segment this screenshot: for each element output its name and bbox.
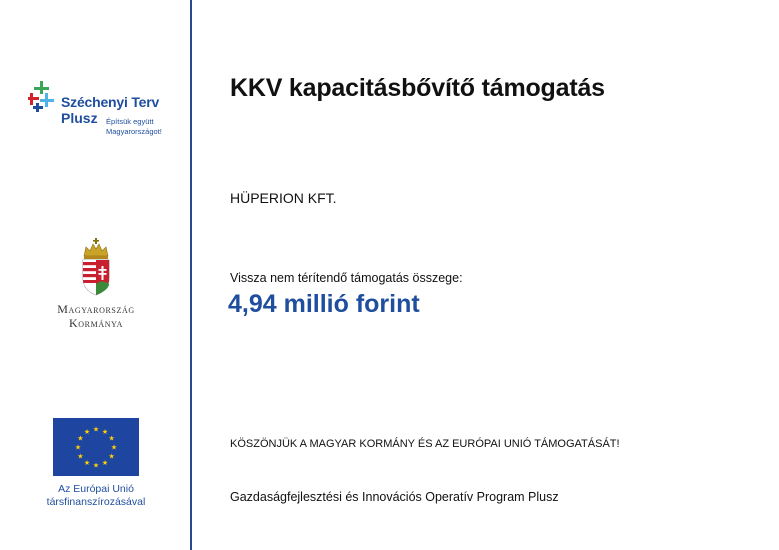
company-name: HÜPERION KFT.	[230, 190, 337, 206]
szechenyi-name: Széchenyi Terv	[61, 94, 160, 110]
amount-value: 4,94 millió forint	[228, 290, 420, 318]
government-line-1: Magyarország	[57, 302, 135, 316]
program-name: Gazdaságfejlesztési és Innovációs Operatív Program Plusz	[230, 490, 559, 504]
eu-star-icon: ★	[101, 427, 109, 436]
szechenyi-slogan	[106, 117, 162, 137]
logo-sidebar	[0, 0, 192, 550]
eu-star-icon: ★	[110, 443, 118, 452]
main-panel	[194, 0, 779, 550]
eu-star-icon: ★	[101, 459, 109, 468]
szechenyi-plus: Plusz	[61, 110, 98, 126]
page-title: KKV kapacitásbővítő támogatás	[230, 74, 605, 102]
eu-star-icon: ★	[92, 461, 100, 470]
government-logo	[0, 238, 192, 330]
slogan-line-2: Magyarországot!	[106, 127, 162, 136]
eu-line-2: társfinanszírozásával	[46, 496, 146, 508]
amount-label: Vissza nem térítendő támogatás összege:	[230, 271, 463, 285]
government-line-2: Kormánya	[69, 316, 123, 330]
eu-star-icon: ★	[108, 434, 115, 443]
eu-star-icon: ★	[83, 459, 91, 468]
hungarian-coat-of-arms-icon	[80, 238, 112, 296]
eu-star-icon: ★	[74, 443, 82, 452]
eu-star-icon: ★	[83, 427, 91, 436]
eu-star-icon: ★	[77, 434, 84, 443]
eu-flag-icon	[53, 418, 139, 476]
eu-logo	[0, 418, 192, 509]
eu-star-icon: ★	[108, 452, 115, 461]
thanks-text: KÖSZÖNJÜK A MAGYAR KORMÁNY ÉS AZ EURÓPAI UNIÓ TÁMOGATÁSÁT!	[230, 438, 620, 450]
eu-star-icon: ★	[77, 452, 84, 461]
szechenyi-terv-logo	[28, 79, 188, 141]
szechenyi-cross-icon	[28, 79, 62, 113]
slogan-line-1: Építsük együtt	[106, 117, 154, 126]
eu-line-1: Az Európai Unió	[58, 483, 134, 495]
eu-star-icon: ★	[92, 425, 100, 434]
